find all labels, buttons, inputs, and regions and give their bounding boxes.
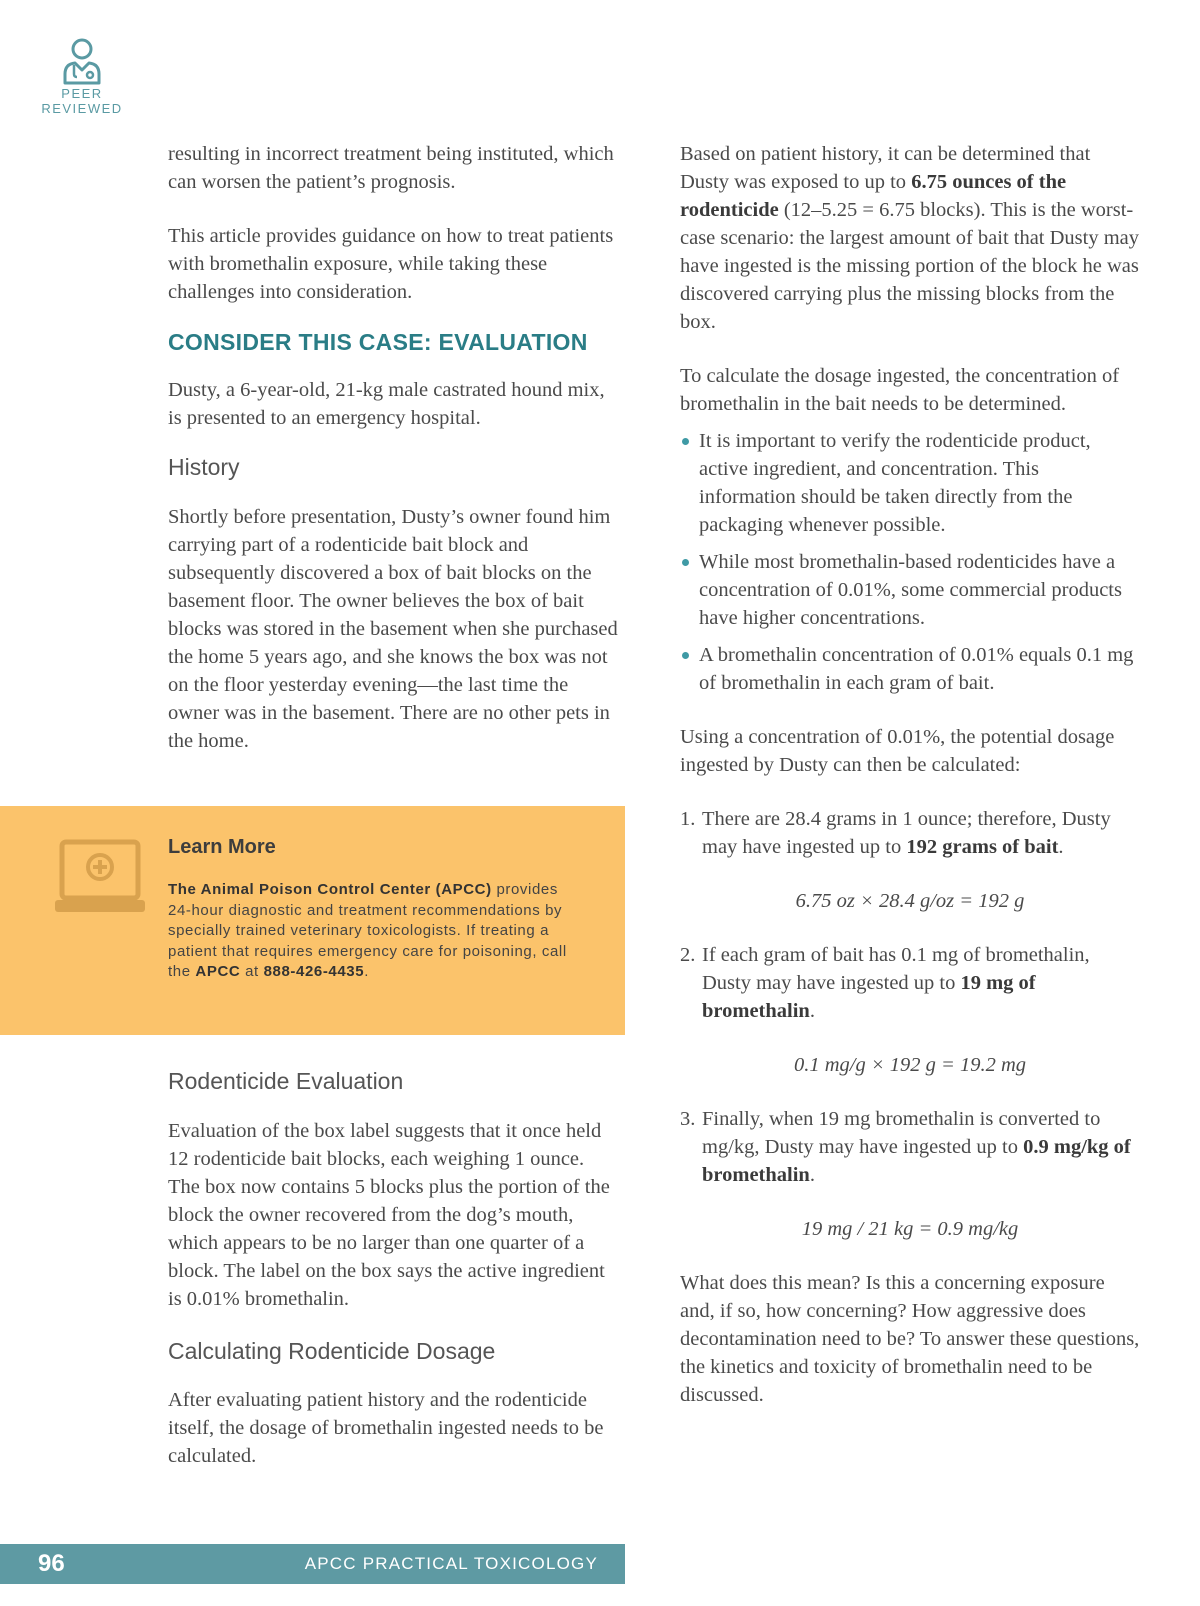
case-heading: CONSIDER THIS CASE: EVALUATION: [168, 329, 588, 355]
exposure-amount: 6.75 ounces of the rodenticide: [680, 171, 1067, 221]
concentration-bullets: [680, 427, 1140, 697]
callout-org: The Animal Poison Control Center (APCC): [168, 881, 492, 898]
step-result: 192 grams of bait: [906, 836, 1059, 858]
step-result: 0.9 mg/kg of bromethalin: [702, 1136, 1131, 1186]
equation-1: 6.75 oz × 28.4 g/oz = 192 g: [795, 890, 1025, 912]
calculating-heading: Calculating Rodenticide Dosage: [168, 1338, 496, 1364]
right-column: [680, 140, 1140, 1409]
closing-paragraph: What does this mean? Is this a concerning exposure and, if so, how concerning? How aggressive does decontamination need to be? To answer these questions, the kinetics and toxicity of bromethalin need to be discussed.: [680, 1272, 1140, 1406]
history-paragraph: Shortly before presentation, Dusty’s owner found him carrying part of a rodenticide bait block and subsequently discovered a box of bait blocks on the basement floor. The owner believes the box of bait blocks was stored in the basement when she purchased the home 5 years ago, and she knows the box was not on the floor yesterday evening—the last time the owner was in the basement. There are no other pets in the home.: [168, 506, 618, 752]
step-number: 1.: [680, 808, 696, 830]
callout-phone: 888-426-4435: [263, 963, 365, 980]
calculation-steps-3: [680, 1105, 1140, 1189]
equation-3: 19 mg / 21 kg = 0.9 mg/kg: [801, 1218, 1019, 1240]
step-end: .: [809, 1000, 815, 1022]
calculation-step-2: [680, 941, 1140, 1025]
intro-paragraph-1: resulting in incorrect treatment being instituted, which can worsen the patient’s prognosis.: [168, 143, 614, 193]
callout-at: at: [240, 963, 264, 980]
step-end: .: [1058, 836, 1064, 858]
publication-title: APCC PRACTICAL TOXICOLOGY: [304, 1554, 598, 1573]
bullet-item: A bromethalin concentration of 0.01% equals 0.1 mg of bromethalin in each gram of bait.: [680, 641, 1140, 697]
concentration-paragraph: To calculate the dosage ingested, the concentration of bromethalin in the bait needs to be determined.: [680, 365, 1120, 415]
history-heading: History: [168, 454, 240, 480]
calculation-intro: Using a concentration of 0.01%, the potential dosage ingested by Dusty can then be calculated:: [680, 726, 1115, 776]
step-number: 3.: [680, 1108, 696, 1130]
callout-end: .: [364, 963, 369, 980]
badge-line-1: PEER: [61, 86, 103, 101]
exposure-text-c: (12–5.25 = 6.75 blocks). This is the worst-case scenario: the largest amount of bait that Dusty may have ingested is the missing portion of the block he was discovered carrying plus the missing blocks from the box.: [680, 199, 1140, 333]
calculation-steps-2: [680, 941, 1140, 1025]
case-paragraph: Dusty, a 6-year-old, 21-kg male castrated hound mix, is presented to an emergency hospital.: [168, 379, 605, 429]
learn-more-callout: [0, 806, 625, 1035]
callout-apcc: APCC: [195, 963, 241, 980]
bullet-item: It is important to verify the rodenticide product, active ingredient, and concentration. This information should be taken directly from the packaging whenever possible.: [680, 427, 1140, 539]
calculation-steps: [680, 805, 1140, 861]
intro-paragraph-2: This article provides guidance on how to treat patients with bromethalin exposure, while taking these challenges into consideration.: [168, 225, 614, 303]
step-text: Finally, when 19 mg bromethalin is converted to mg/kg, Dusty may have ingested up to: [702, 1108, 1101, 1158]
badge-line-2: REVIEWED: [41, 101, 123, 116]
evaluation-heading: Rodenticide Evaluation: [168, 1068, 404, 1094]
exposure-text-a: Based on patient history, it can be determined that Dusty was exposed to up to: [680, 143, 1091, 193]
step-result: 19 mg of bromethalin: [702, 972, 1036, 1022]
calculation-step-3: [680, 1105, 1140, 1189]
bullet-item: While most bromethalin-based rodenticides have a concentration of 0.01%, some commercial products have higher concentrations.: [680, 548, 1140, 632]
callout-title: Learn More: [168, 836, 276, 858]
page-number: 96: [38, 1550, 65, 1577]
laptop-medical-icon: [54, 838, 146, 918]
calculating-paragraph: After evaluating patient history and the rodenticide itself, the dosage of bromethalin ingested needs to be calculated.: [168, 1389, 604, 1467]
step-text: If each gram of bait has 0.1 mg of bromethalin, Dusty may have ingested up to: [702, 944, 1090, 994]
evaluation-paragraph: Evaluation of the box label suggests that it once held 12 rodenticide bait blocks, each weighing 1 ounce. The box now contains 5 blocks plus the portion of the block the owner recovered from the dog’s mouth, which appears to be no larger than one quarter of a block. The label on the box says the active ingredient is 0.01% bromethalin.: [168, 1120, 610, 1310]
left-column-top: [168, 140, 618, 755]
left-column-bottom: [168, 1066, 618, 1470]
page-footer: [0, 1544, 625, 1584]
peer-reviewed-badge: [36, 36, 128, 116]
step-end: .: [809, 1164, 815, 1186]
calculation-step-1: [680, 805, 1140, 861]
equation-2: 0.1 mg/g × 192 g = 19.2 mg: [793, 1054, 1027, 1076]
exposure-paragraph: [680, 140, 1140, 336]
step-number: 2.: [680, 944, 696, 966]
callout-text: provides 24-hour diagnostic and treatment recommendations by specially trained veterinary toxicologists. If treating a patient that requires emergency care for poisoning, call the: [168, 881, 567, 980]
step-text: There are 28.4 grams in 1 ounce; therefore, Dusty may have ingested up to: [702, 808, 1111, 858]
callout-body: [168, 880, 568, 983]
doctor-icon: [59, 36, 105, 86]
